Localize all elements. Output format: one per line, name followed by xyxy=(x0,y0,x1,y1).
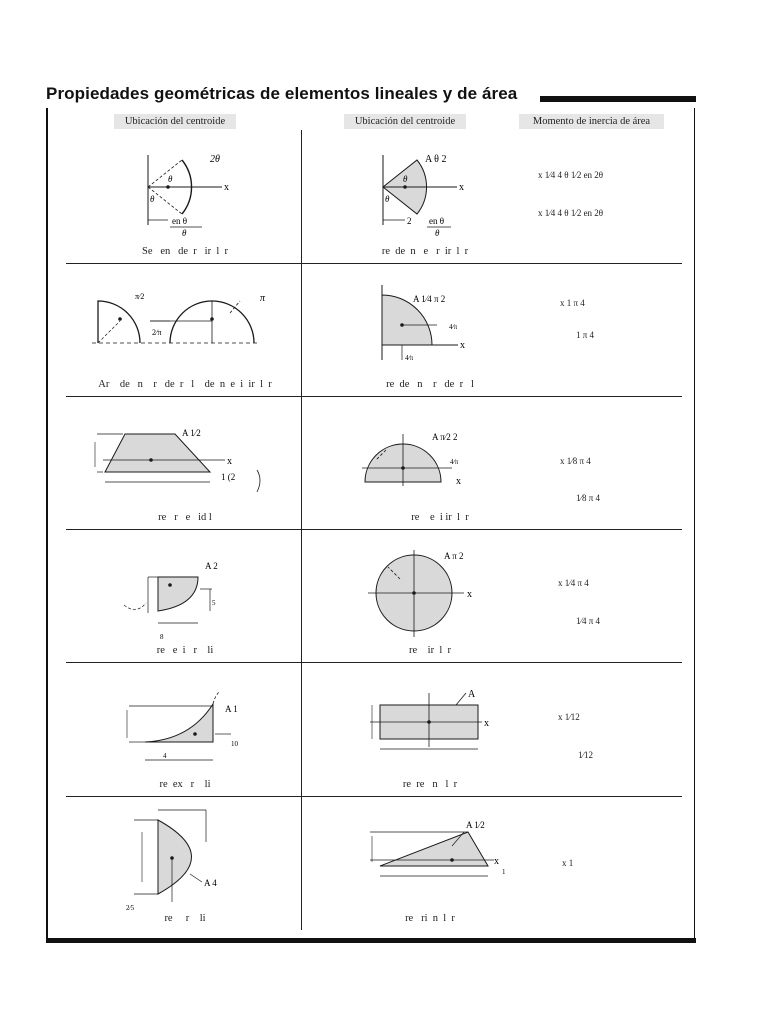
theta-label: θ xyxy=(168,174,173,184)
five-label: 5 xyxy=(212,599,216,607)
figure-trapezoid xyxy=(85,422,285,494)
four-label: 4 xyxy=(163,752,167,760)
theta-label: θ xyxy=(403,174,408,184)
caption-r3-right: re e i ir l r xyxy=(411,512,469,523)
area-label: A 2 xyxy=(205,561,218,571)
en-theta-label: en θ xyxy=(429,216,445,226)
area-label: A 1⁄2 xyxy=(182,428,201,438)
frame-bottom-border xyxy=(46,938,696,943)
theta-label: θ xyxy=(385,194,390,204)
row-divider xyxy=(66,396,682,397)
moment-r3-a: x 1⁄8 π 4 xyxy=(560,456,591,466)
caption-r4-right: re ir l r xyxy=(409,645,451,656)
figure-circular-sector xyxy=(345,140,495,240)
row-divider xyxy=(66,796,682,797)
caption-r6-right: re ri n l r xyxy=(405,913,455,924)
caption-r5-left: re ex r li xyxy=(159,779,211,790)
moment-r1-b: x 1⁄4 4 θ 1⁄2 en 2θ xyxy=(538,208,604,218)
caption-r2-right: re de n r de r l xyxy=(386,379,474,390)
caption-r1-right: re de n e r ir l r xyxy=(381,246,469,257)
two-fifths-label: 2⁄5 xyxy=(126,904,135,912)
figure-circle xyxy=(360,545,490,645)
one-two-label: 1 (2 xyxy=(221,472,236,482)
figure-rectangle xyxy=(360,685,500,760)
two-label: 2 xyxy=(407,216,412,226)
x-axis-label: x xyxy=(460,340,465,351)
pi-label: π xyxy=(260,293,266,304)
area-label: A π 2 xyxy=(444,551,464,561)
moment-r1-a: x 1⁄4 4 θ 1⁄2 en 2θ xyxy=(538,170,604,180)
figure-quarter-semicircle-arcs xyxy=(90,285,290,360)
x-axis-label: x xyxy=(467,589,472,600)
moment-r3-b: 1⁄8 π 4 xyxy=(576,493,601,503)
figure-quarter-circle xyxy=(365,280,495,370)
two-over-pi-label: 2⁄π xyxy=(152,328,162,337)
moment-r2-b: 1 π 4 xyxy=(576,330,595,340)
figure-semiparabola xyxy=(120,555,240,645)
area-label: A 4 xyxy=(204,878,217,888)
figure-arc-segment xyxy=(110,140,260,240)
x-axis-label: x xyxy=(484,718,489,729)
en-theta-label: en θ xyxy=(172,216,188,226)
area-label: A xyxy=(468,689,476,700)
figure-parabolic-area xyxy=(120,802,250,917)
figure-triangle xyxy=(360,812,510,897)
x-axis-label: x xyxy=(456,476,461,487)
four-over-pi-label: 4⁄π xyxy=(450,458,459,466)
area-label: A 1⁄2 xyxy=(466,820,485,830)
moment-r4-a: x 1⁄4 π 4 xyxy=(558,578,589,588)
two-theta-label: 2θ xyxy=(210,154,220,165)
caption-r3-left: re r e id l xyxy=(158,512,212,523)
moment-r2-a: x 1 π 4 xyxy=(560,298,585,308)
area-label: A 1 xyxy=(225,704,238,714)
row-divider xyxy=(66,263,682,264)
title-rule xyxy=(540,96,696,102)
eight-label: 8 xyxy=(160,633,164,641)
ten-label: 10 xyxy=(231,740,238,748)
row-divider xyxy=(66,662,682,663)
theta-label: θ xyxy=(435,228,440,238)
x-axis-label: x xyxy=(459,182,464,193)
moment-r5-b: 1⁄12 xyxy=(578,750,594,760)
header-left-centroid: Ubicación del centroide xyxy=(114,114,236,129)
area-label: A 1⁄4 π 2 xyxy=(413,294,446,304)
x-axis-label: x xyxy=(224,182,229,193)
figure-exparabola xyxy=(115,692,275,772)
x-axis-label: x xyxy=(227,456,232,467)
one-label: 1 xyxy=(502,868,506,876)
moment-r5-a: x 1⁄12 xyxy=(558,712,580,722)
moment-r6-a: x 1 xyxy=(562,858,574,868)
area-label: A θ 2 xyxy=(425,154,447,165)
theta-label: θ xyxy=(150,194,155,204)
row-divider xyxy=(66,529,682,530)
frame-right-border xyxy=(694,108,695,942)
page-title: Propiedades geométricas de elementos lineales y de área xyxy=(46,84,518,103)
header-moment-inertia: Momento de inercia de área xyxy=(519,114,664,129)
four-over-pi-label: 4⁄π xyxy=(405,354,414,362)
caption-r4-left: re e i r li xyxy=(156,645,214,656)
caption-r5-right: re re n l r xyxy=(402,779,458,790)
caption-r1-left: Se en de r ir l r xyxy=(141,246,229,257)
caption-r6-left: re r li xyxy=(164,913,206,924)
header-middle-centroid: Ubicación del centroide xyxy=(344,114,466,129)
column-divider xyxy=(301,130,302,930)
pi-over-two-label: π⁄2 xyxy=(135,292,145,301)
four-over-pi-label: 4⁄π xyxy=(449,323,458,331)
frame-left-border xyxy=(46,108,48,942)
theta-label: θ xyxy=(182,228,187,238)
caption-r2-left: Ar de n r de r l de n e i ir l r xyxy=(98,379,272,390)
x-axis-label: x xyxy=(494,856,499,867)
moment-r4-b: 1⁄4 π 4 xyxy=(576,616,601,626)
figure-semicircle xyxy=(360,420,490,490)
area-label: A π⁄2 2 xyxy=(432,432,458,442)
